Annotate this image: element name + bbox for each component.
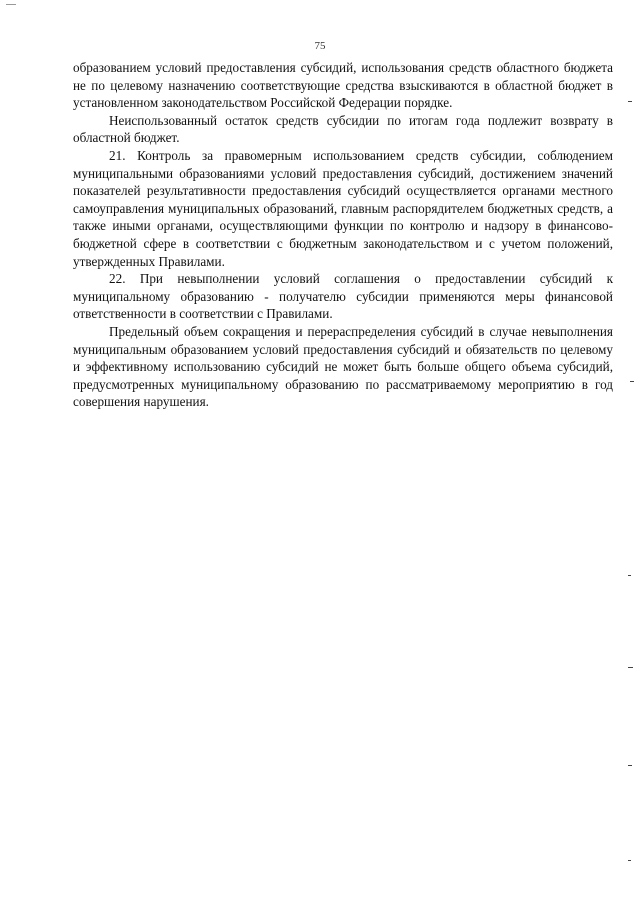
paragraph-unused-balance: Неиспользованный остаток средств субсидии по итогам года подлежит возврату в областной бюджет. bbox=[73, 112, 613, 146]
scan-mark bbox=[628, 860, 631, 861]
document-body bbox=[73, 59, 613, 411]
page-number: 75 bbox=[314, 40, 326, 52]
paragraph-continuation: образованием условий предоставления субсидий, использования средств областного бюджета не по целевому назначению соответствующие средства взыскиваются в областной бюджет в установленном законодательством Российской Федерации порядке. bbox=[73, 60, 613, 111]
scan-mark bbox=[628, 667, 633, 668]
paragraph-22-responsibility: 22. При невыполнении условий соглашения о предоставлении субсидий к муниципальному образованию - получателю субсидии применяются меры финансовой ответственности в соответствии с Правилами. bbox=[73, 271, 613, 322]
paragraph-21-control: 21. Контроль за правомерным использованием средств субсидии, соблюдением муниципальными образованиями условий предоставления субсидий, достижением значений показателей результативности предоставления субсидий осуществляется органами местного самоуправления муниципальных образований, главным распорядителем бюджетных средств, а также иными органами, осуществляющими функции по контролю и надзору в финансово-бюджетной сфере в соответствии с бюджетным законодательством и с учетом положений, утвержденных Правилами. bbox=[73, 147, 613, 269]
scan-mark bbox=[628, 101, 632, 102]
scan-mark bbox=[6, 4, 16, 5]
paragraph-limit-volume: Предельный объем сокращения и перераспределения субсидий в случае невыполнения муниципальным образованием условий предоставления субсидий и обязательств по целевому и эффективному использованию субсидий не может быть больше общего объема субсидий, предусмотренных муниципальному образованию по рассматриваемому мероприятию в год совершения нарушения. bbox=[73, 323, 613, 410]
scan-mark bbox=[628, 575, 631, 576]
scan-mark bbox=[628, 765, 632, 766]
scan-mark bbox=[630, 381, 634, 382]
